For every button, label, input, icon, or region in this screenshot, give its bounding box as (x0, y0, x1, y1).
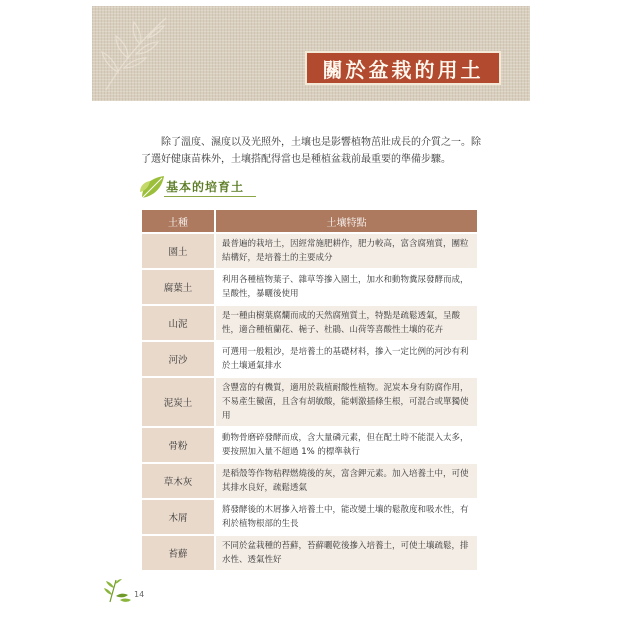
soil-name: 河沙 (142, 342, 216, 376)
column-header-soil-traits: 土壤特點 (216, 210, 477, 232)
table-row (142, 342, 477, 376)
soil-description: 是稻殼等作物秸稈燃燒後的灰，富含鉀元素。加入培養土中，可使其排水良好，疏鬆透氣 (216, 464, 477, 498)
table-row (142, 536, 477, 570)
plant-sprig-icon (104, 578, 132, 604)
page-title: 關於盆栽的用土 (322, 57, 484, 82)
column-header-soil-type: 土種 (142, 210, 216, 232)
soil-name: 園土 (142, 234, 216, 268)
table-row (142, 234, 477, 268)
soil-name: 骨粉 (142, 428, 216, 462)
soil-name: 山泥 (142, 306, 216, 340)
soil-name: 泥炭土 (142, 378, 216, 426)
section-title: 基本的培育土 (166, 180, 245, 194)
table-row (142, 306, 477, 340)
soil-name: 草木灰 (142, 464, 216, 498)
intro-paragraph: 除了溫度、濕度以及光照外，土壤也是影響植物茁壯成長的介質之一。除了選好健康苗株外，土壤搭配得當也是種植盆栽前最重要的準備步驟。 (141, 137, 481, 165)
table-row (142, 464, 477, 498)
soil-description: 不同於盆栽種的苔蘚，苔蘚曬乾後摻入培養土，可使土壤疏鬆，排水性、透氣性好 (216, 536, 477, 570)
page-title-box (305, 51, 501, 85)
soil-name: 苔蘚 (142, 536, 216, 570)
soil-description: 含豐富的有機質，適用於栽植耐酸性植物。泥炭本身有防腐作用，不易產生黴菌，且含有胡敏酸，能刺激插條生根，可混合或單獨使用 (216, 378, 477, 426)
section-underline (164, 196, 256, 197)
leaf-icon (138, 172, 168, 202)
soil-name: 木屑 (142, 500, 216, 534)
soil-description: 動物骨磨碎發酵而成，含大量磷元素，但在配土時不能混入太多，要按照加入量不超過 1% 的標準執行 (216, 428, 477, 462)
soil-description: 利用各種植物葉子、雜草等摻入園土，加水和動物糞尿發酵而成，呈酸性，暴曬後使用 (216, 270, 477, 304)
page-number: 14 (134, 590, 145, 599)
table-row (142, 500, 477, 534)
header-banner (92, 6, 530, 101)
soil-description: 最普遍的栽培土，因經常施肥耕作，肥力較高，富含腐殖質，團粒結構好，是培養土的主要成分 (216, 234, 477, 268)
soil-table (142, 208, 477, 572)
botanical-pattern-icon (96, 10, 176, 96)
soil-description: 可選用一般粗沙，是培養土的基礎材料，摻入一定比例的河沙有利於土壤通氣排水 (216, 342, 477, 376)
table-header-row (142, 210, 477, 232)
table-row (142, 428, 477, 462)
soil-description: 是一種由樹葉腐爛而成的天然腐殖質土，特點是疏鬆透氣，呈酸性，適合種植蘭花、梔子、杜鵑、山荷等喜酸性土壤的花卉 (216, 306, 477, 340)
soil-name: 腐葉土 (142, 270, 216, 304)
soil-description: 將發酵後的木屑摻入培養土中，能改變土壤的鬆散度和吸水性，有利於植物根部的生長 (216, 500, 477, 534)
table-row (142, 270, 477, 304)
table-row (142, 378, 477, 426)
section-heading (138, 172, 258, 202)
